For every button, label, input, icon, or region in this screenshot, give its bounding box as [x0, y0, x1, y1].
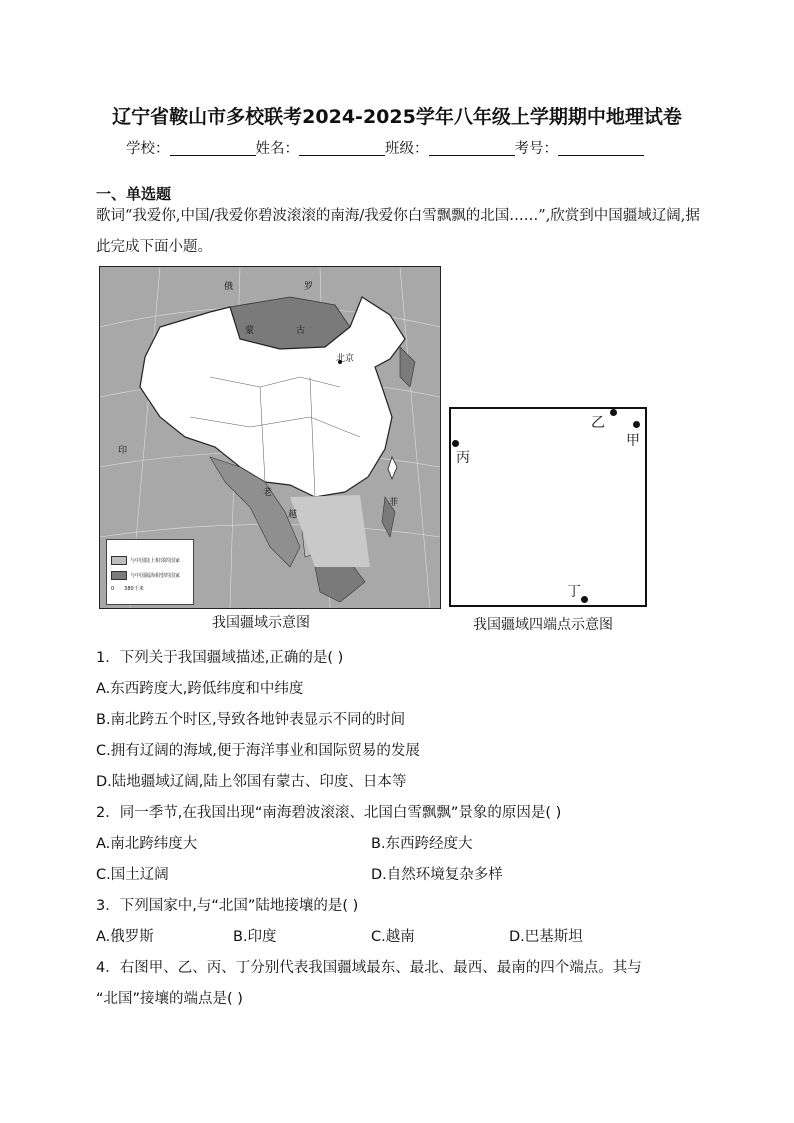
school-blank[interactable] [170, 140, 256, 156]
question-4-stem-line2: “北国”接壤的端点是( ) [96, 991, 243, 1007]
extreme-points-diagram [449, 407, 647, 607]
map-label-russia-2: 罗 [304, 282, 314, 292]
label-ding: 丁 [567, 584, 581, 600]
map-label-mongolia-1: 蒙 [245, 326, 255, 336]
name-label: 姓名： [255, 141, 299, 157]
label-yi: 乙 [591, 415, 605, 431]
label-bing: 丙 [456, 450, 470, 466]
class-blank[interactable] [429, 140, 515, 156]
point-bing [452, 440, 459, 447]
map-label-vietnam: 越 [288, 510, 298, 520]
map2-caption: 我国疆域四端点示意图 [473, 617, 613, 633]
q1-option-b[interactable]: B.南北跨五个时区,导致各地钟表显示不同的时间 [96, 712, 406, 728]
q1-option-a[interactable]: A.东西跨度大,跨低纬度和中纬度 [96, 681, 304, 697]
q3-option-b[interactable]: B.印度 [233, 929, 277, 945]
legend-item-land: 与中国陆上相邻的国家 [111, 556, 193, 565]
school-label: 学校： [126, 141, 170, 157]
q2-option-c[interactable]: C.国土辽阔 [96, 867, 169, 883]
map-label-philippines: 菲 [389, 498, 399, 508]
section-heading: 一、单选题 [96, 185, 172, 203]
question-2-stem: 2．同一季节,在我国出现“南海碧波滚滚、北国白雪飘飘”景象的原因是( ) [96, 805, 562, 821]
q2-option-d[interactable]: D.自然环境复杂多样 [371, 867, 503, 883]
name-blank[interactable] [299, 140, 385, 156]
question-3-stem: 3．下列国家中,与“北国”陆地接壤的是( ) [96, 898, 359, 914]
number-label: 考号： [514, 141, 558, 157]
question-1-stem: 1．下列关于我国疆域描述,正确的是( ) [96, 650, 344, 666]
q2-option-b[interactable]: B.东西跨经度大 [371, 836, 473, 852]
number-blank[interactable] [558, 140, 644, 156]
map-label-india: 印 [118, 446, 128, 456]
q3-option-d[interactable]: D.巴基斯坦 [509, 929, 583, 945]
q3-option-a[interactable]: A.俄罗斯 [96, 929, 154, 945]
map-label-russia-1: 俄 [224, 282, 234, 292]
question-4-stem-line1: 4．右图甲、乙、丙、丁分别代表我国疆域最东、最北、最西、最南的四个端点。其与 [96, 960, 642, 976]
point-ding [581, 596, 588, 603]
label-jia: 甲 [626, 433, 640, 449]
q1-option-c[interactable]: C.拥有辽阔的海域,便于海洋事业和国际贸易的发展 [96, 743, 420, 759]
exam-title: 辽宁省鞍山市多校联考2024-2025学年八年级上学期期中地理试卷 [112, 106, 682, 128]
map-label-mongolia-2: 古 [296, 326, 306, 336]
student-info-line [126, 137, 644, 158]
legend-scale: 0 380千米 [111, 586, 144, 592]
map1-caption: 我国疆域示意图 [212, 615, 310, 631]
point-yi [610, 409, 617, 416]
map-label-beijing: 北京 [336, 354, 355, 364]
q3-option-c[interactable]: C.越南 [371, 929, 415, 945]
map-legend [106, 539, 194, 605]
class-label: 班级： [385, 141, 429, 157]
q2-option-a[interactable]: A.南北跨纬度大 [96, 836, 198, 852]
map-label-laos: 老 [263, 488, 273, 498]
legend-item-sea: 与中国隔海相望的国家 [111, 571, 193, 580]
intro-text: 歌词“我爱你,中国/我爱你碧波滚滚的南海/我爱你白雪飘飘的北国……”,欣赏到中国疆域辽阔,据此完成下面小题。 [96, 208, 700, 255]
point-jia [633, 421, 640, 428]
q1-option-d[interactable]: D.陆地疆域辽阔,陆上邻国有蒙古、印度、日本等 [96, 774, 407, 790]
china-territory-map [99, 266, 441, 609]
